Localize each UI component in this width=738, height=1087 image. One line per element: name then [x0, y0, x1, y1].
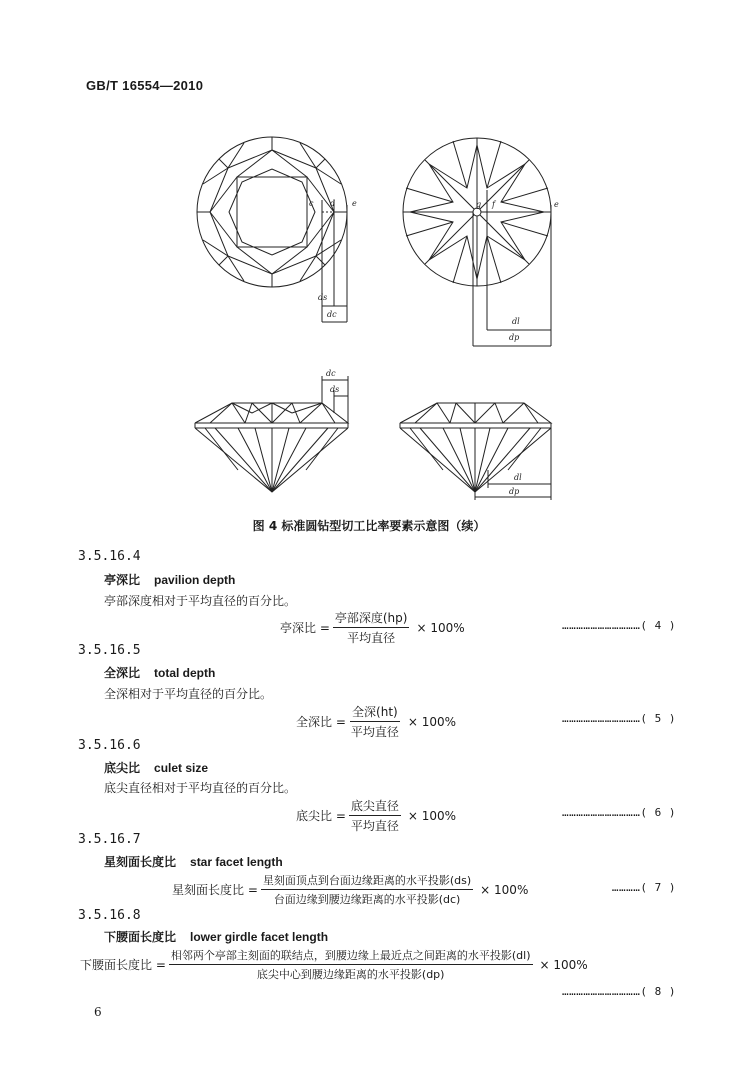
page-number: 6 [94, 1005, 102, 1019]
term-heading [104, 928, 328, 945]
times-100: × 100% [416, 620, 465, 635]
denominator: 台面边缘到腰边缘距离的水平投影(dc) [273, 893, 461, 906]
crown-side-view [195, 376, 348, 492]
pavilion-top-view [403, 138, 551, 346]
section-number: 3.5.16.4 [78, 549, 141, 564]
formula-fraction [333, 609, 410, 646]
term-heading [104, 571, 235, 588]
term-heading [104, 664, 215, 681]
standard-code: GB/T 16554—2010 [86, 78, 204, 93]
equation-number: ……………………………( 5 ) [562, 712, 676, 725]
formula-5 [296, 703, 456, 740]
term-cn: 全深比 [104, 666, 141, 680]
times-100: × 100% [407, 808, 457, 823]
label-dl: dl [512, 317, 520, 326]
numerator: 全深(ht) [350, 703, 400, 722]
times-100: × 100% [480, 882, 529, 897]
formula-lhs: 底尖比 = [296, 809, 346, 823]
term-en: culet size [154, 761, 209, 775]
label-dc-side: dc [326, 369, 336, 378]
formula-fraction [349, 703, 401, 740]
label-dl-side: dl [514, 473, 522, 482]
numerator: 亭部深度(hp) [333, 609, 410, 628]
label-e: e [352, 199, 357, 208]
term-cn: 底尖比 [104, 761, 141, 775]
equation-number: ……………………………( 4 ) [562, 619, 676, 632]
formula-fraction [349, 797, 401, 834]
formula-lhs: 全深比 = [296, 715, 346, 729]
denominator: 底尖中心到腰边缘距离的水平投影(dp) [256, 968, 445, 981]
numerator: 相邻两个亭部主刻面的联结点，到腰边缘上最近点之间距离的水平投影(dl) [169, 947, 533, 965]
term-cn: 下腰面长度比 [104, 930, 177, 944]
label-ds-side: ds [330, 385, 340, 394]
formula-7 [172, 872, 528, 907]
pavilion-side-view [400, 403, 551, 500]
term-heading [104, 759, 208, 776]
denominator: 平均直径 [350, 725, 399, 739]
equation-number: ……………………………( 8 ) [562, 985, 676, 998]
label-dc: dc [327, 310, 337, 319]
section-number: 3.5.16.8 [78, 908, 141, 923]
formula-lhs: 下腰面长度比 = [80, 958, 166, 972]
term-en: total depth [154, 666, 216, 680]
term-cn: 亭深比 [104, 573, 141, 587]
term-cn: 星刻面长度比 [104, 855, 177, 869]
term-en: pavilion depth [154, 573, 236, 587]
term-definition: 亭部深度相对于平均直径的百分比。 [104, 594, 297, 608]
formula-8 [80, 947, 588, 982]
label-g: g [476, 200, 482, 209]
denominator: 平均直径 [350, 819, 399, 833]
formula-lhs: 星刻面长度比 = [172, 883, 258, 897]
section-number: 3.5.16.7 [78, 832, 141, 847]
equation-number: …………( 7 ) [611, 881, 676, 894]
denominator: 平均直径 [347, 631, 396, 645]
label-dp: dp [509, 333, 520, 342]
formula-fraction [261, 872, 473, 907]
formula-fraction [169, 947, 533, 982]
times-100: × 100% [539, 957, 588, 972]
label-d: d [330, 199, 336, 208]
numerator: 星刻面顶点到台面边缘距离的水平投影(ds) [261, 872, 473, 890]
term-en: lower girdle facet length [190, 930, 329, 944]
label-f: f [492, 200, 495, 209]
numerator: 底尖直径 [349, 797, 401, 816]
figure-caption: 图 4 标准圆钻型切工比率要素示意图（续） [252, 519, 486, 533]
times-100: × 100% [407, 714, 457, 729]
formula-4 [280, 609, 465, 646]
label-c: c [309, 199, 314, 208]
term-definition: 底尖直径相对于平均直径的百分比。 [104, 781, 297, 795]
diamond-diagram [185, 130, 565, 502]
term-heading [104, 853, 283, 870]
label-dp-side: dp [509, 487, 520, 496]
label-e-right: e [554, 200, 559, 209]
term-en: star facet length [190, 855, 283, 869]
term-definition: 全深相对于平均直径的百分比。 [104, 687, 273, 701]
equation-number: ……………………………( 6 ) [562, 806, 676, 819]
label-ds: ds [318, 293, 328, 302]
formula-6 [296, 797, 456, 834]
section-number: 3.5.16.6 [78, 738, 141, 753]
section-number: 3.5.16.5 [78, 643, 141, 658]
formula-lhs: 亭深比 = [280, 621, 330, 635]
